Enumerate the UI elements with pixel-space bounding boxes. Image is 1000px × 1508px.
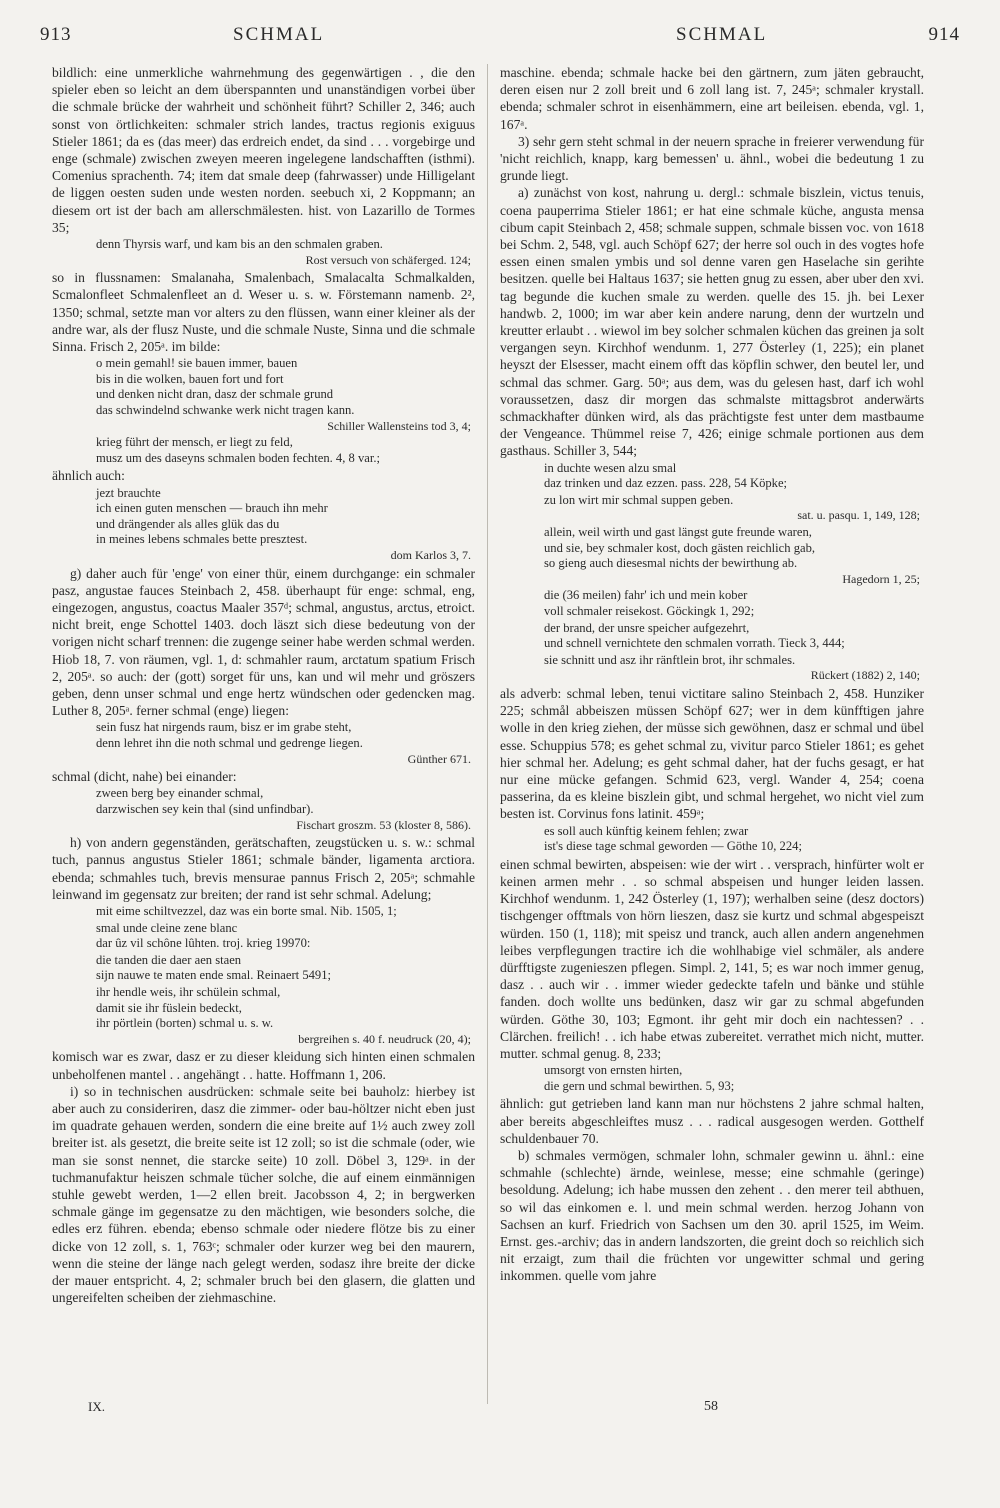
quotation-source: dom Karlos 3, 7.	[390, 547, 471, 562]
verse-line: denn Thyrsis warf, und kam bis an den schmalen graben.	[96, 237, 383, 252]
verse-line: ihr pörtlein (borten) schmal u. s. w.	[96, 1016, 274, 1031]
verse-line: denn lehret ihn die noth schmal und gedrenge liegen.	[96, 735, 363, 750]
verse-line: o mein gemahl! sie bauen immer, bauen	[96, 356, 298, 371]
paragraph: als adverb: schmal leben, tenui victitare salino Steinbach 2, 458. Hunziker 225; schmål abbeiszen müssen Schöpf 627; wer in dem künfftigen jahre wolle in den krieg ziehen, der müsse sich gewöhnen, dasz er schmal und übel esse. Schuppius 578; es gehet schmal zu, vivitur parco Stieler 1861; es gehet hier schmal her. Adelung; es geht schmal daher, hat der fuchs gesagt, er hat nur eine mücke gefangen. Schmid 623, vergl. Wander 4, 254; coena passerina, da es kleine biszlein gibt, und schmal hergehet, wo nicht viel zum besten ist. Corvinus fons latinit. 459ᵃ;	[500, 685, 924, 822]
verse-line: musz um des daseyns schmalen boden fechten. 4, 8 var.;	[96, 450, 380, 465]
paragraph: bildlich: eine unmerkliche wahrnehmung des gegenwärtigen . , die den spieler eben so leicht an dem überspannten und unanständigen vorbei über die schmale brücke der wahrheit und schönheit führt? Schiller 2, 346; auch sonst von örtlichkeiten: schmaler strich landes, tractus regionis exiguus Stieler 1861; da es (das meer) das erdreich endet, da sind . . . vorgebirge und enge (schmale) zwischen zweyen meeren ingelegene landschafften (isthmi). Comenius sprachenth. 74; item dat smale deep (fahrwasser) unde Hilligelant de liggen oesten suden unde westen norden. seebuch xi, 2 Koppmann; an diesem ort ist der bach am allerschmälesten. hist. von Lazarillo de Tormes 35;	[52, 65, 475, 235]
paragraph: h) von andern gegenständen, gerätschaften, zeugstücken u. s. w.: schmal tuch, pannus angustus Stieler 1861; schmale bänder, ligamenta arctiora. ebenda; schmahles tuch, brevis mensurae pannus Frisch 2, 205ᵃ; schmahle leinwand im gegensatz zur breiten; der rand ist sehr schmal. Adelung;	[52, 835, 475, 902]
verse-line: und denken nicht dran, dasz der schmale grund	[96, 387, 334, 402]
verse-line: zu lon wirt mir schmal suppen geben.	[544, 492, 734, 507]
paragraph: komisch war es zwar, dasz er zu dieser kleidung sich hinten einen schmalen unbeholfenen mantel . . angehängt . . hatte. Hoffmann 1, 206.	[52, 1049, 475, 1082]
verse-quotation	[96, 435, 475, 466]
verse-line: jezt brauchte	[96, 485, 161, 500]
verse-line: krieg führt der mensch, er liegt zu feld,	[96, 435, 293, 450]
paragraph: g) daher auch für 'enge' von einer thür, einem durchgange: ein schmaler pasz, angustae fauces Steinbach 2, 458. überhaupt für enge: schmal, eng, eingezogen, angustus, coactus Maaler 357ᵈ; schmal, angustus, arctus, etroict. nicht breit, enge Schottel 1403. doch läszt sich diese bedeutung von der vorigen nicht scharf trennen: die zugenge seiner habe werden schmal werden. Hiob 18, 7. von räumen, vgl. 1, d: schmahler raum, arctatum spatium Frisch 2, 205ᵃ. so auch: der (gott) sorget für uns, kan und wil mehr und gröszers geben, denn unser schmal und enge hertz wündschen oder gedencken mag. Luther 8, 205ᵃ. ferner schmal (enge) liegen:	[52, 565, 475, 719]
verse-line: sie schnitt und asz ihr ränftlein brot, ihr schmales.	[544, 652, 796, 667]
verse-line: daz trinken und daz ezzen. pass. 228, 54 Köpke;	[544, 476, 788, 491]
verse-line: das schwindelnd schwanke werk nicht tragen kann.	[96, 403, 355, 418]
signature-mark: IX.	[88, 1399, 105, 1414]
paragraph: maschine. ebenda; schmale hacke bei den gärtnern, zum jäten gebraucht, deren eisen nur 2 zoll breit und 6 zoll lang ist. 7, 245ᵃ; schmaler krystall. ebenda; schmaler schrot in eisenhämmern, eine art beileisen. ebenda, vgl. 1, 167ᵃ.	[500, 65, 924, 132]
quotation-source: Hagedorn 1, 25;	[842, 571, 920, 586]
verse-line: smal unde cleine zene blanc	[96, 920, 238, 935]
verse-line: allein, weil wirth und gast längst gute freunde waren,	[544, 525, 812, 540]
quotation-source: Rost versuch von schäferged. 124;	[305, 252, 471, 267]
verse-quotation	[96, 904, 475, 920]
verse-line: die tanden die daer aen staen	[96, 952, 242, 967]
verse-quotation	[96, 486, 475, 564]
paragraph: schmal (dicht, nahe) bei einander:	[52, 769, 237, 785]
verse-quotation	[544, 824, 924, 855]
verse-quotation	[544, 653, 924, 684]
verse-line: ich einen guten menschen — brauch ihn mehr	[96, 501, 328, 516]
left-running-head: SCHMAL	[233, 24, 325, 45]
left-page-number: 913	[40, 24, 72, 45]
verse-line: dar ûz vil schône lûhten. troj. krieg 19970:	[96, 936, 311, 951]
verse-line: die (36 meilen) fahr' ich und mein kober	[544, 588, 748, 603]
verse-line: in meines lebens schmales bette presztest.	[96, 532, 308, 547]
verse-quotation	[544, 621, 924, 652]
verse-line: damit sie ihr füslein bedeckt,	[96, 1000, 242, 1015]
verse-line: zween berg bey einander schmal,	[96, 786, 264, 801]
verse-quotation	[96, 237, 475, 268]
verse-quotation	[96, 921, 475, 952]
verse-line: und sie, bey schmaler kost, doch gästen reichlich gab,	[544, 540, 816, 555]
verse-line: darzwischen sey kein thal (sind unfindbar).	[96, 801, 314, 816]
verse-line: mit eime schiltvezzel, daz was ein borte smal. Nib. 1505, 1;	[96, 903, 397, 918]
paragraph: 3) sehr gern steht schmal in der neuern sprache in freierer verwendung für 'nicht reichlich, knapp, karg bemessen' u. ähnl., wobei die bedeutung 1 zu grunde liegt.	[500, 133, 924, 184]
quotation-source: Schiller Wallensteins tod 3, 4;	[327, 418, 471, 433]
verse-quotation	[544, 1063, 924, 1094]
verse-line: bis in die wolken, bauen fort und fort	[96, 371, 284, 386]
verse-line: voll schmaler reisekost. Göckingk 1, 292;	[544, 604, 755, 619]
quotation-source: bergreihen s. 40 f. neudruck (20, 4);	[298, 1031, 471, 1046]
quotation-source: Günther 671.	[407, 751, 471, 766]
verse-line: und schnell vernichtete den schmalen vorrath. Tieck 3, 444;	[544, 636, 845, 651]
verse-line: ihr hendle weis, ihr schülein schmal,	[96, 984, 281, 999]
right-page-number: 914	[928, 24, 960, 45]
paragraph: einen schmal bewirten, abspeisen: wie der wirt . . versprach, hinfürter wolt er keinen armen mehr . . so schmal abspeisen und hunger leiden lassen. Kirchhof wendunm. 1, 242 Österley (1, 197); werhalben seine (desz doctors) tischgenger offtmals von hörn lieszen, dasz sie kurtz und schmal abgespeiszt würden. 150 (1, 118); mit speisz und tranck, auch allen andern angenehmen leibes verpflegungen tractire ich die wohlhabige viel schmäler, als andere dürfftigste zugenieszen pflegen. Simpl. 2, 141, 5; es war noch immer genug, dasz . . auch wir . . immer wieder gedeckte tafeln und bänke und stühle fanden. doch wollte uns bedünken, dasz wir gar zu schmal abgefunden würden. Göthe 30, 103; Egmont. ihr geht mir doch ein nachtessen? . . Clärchen. freilich! . . ich habe etwas zubereitet. verrathet mich nicht, mutter. mutter. schmal genug. 8, 233;	[500, 856, 924, 1062]
verse-quotation	[544, 525, 924, 587]
verse-line: der brand, der unsre speicher aufgezehrt,	[544, 620, 750, 635]
quotation-source: Fischart groszm. 53 (kloster 8, 586).	[296, 817, 471, 832]
paragraph: i) so in technischen ausdrücken: schmale seite bei bauholz: hierbey ist aber auch zu consideriren, dasz die zimmer- oder bau-höltzer nicht eben just im quadrate gehauen werden, sondern die eine breite auf 1½ auch zwey zoll breiter ist. als gesetzt, die breite seite ist 12 zoll; so ist die schmale (oder, wie man sie sonst nennet, die starcke seite) 10 zoll. Döbel 3, 129ᵃ. in der tuchmanufaktur heiszen schmale tücher solche, die auf einem einmännigen stuhle gewebt werden, 1—2 ellen breit. Jacobsson 4, 2; in bergwerken schmale gänge im gegensatze zu den mächtigen, wie besonders solche, die edles erz führen. ebenda; ebenso schmale oder niedere flötze bis zu einer dicke von 12 zoll, s. 1, 763ᶜ; schmaler oder kurzer weg bei den maurern, wenn die steine der länge nach gelegt werden, sodasz ihre breite der dicke der mauer entspricht. 4, 2; schmaler bruch bei den glasern, die glatten und ungereifelten scheiben der ziehmaschine.	[52, 1083, 475, 1306]
quotation-source: Rückert (1882) 2, 140;	[810, 668, 920, 683]
right-column	[500, 64, 924, 1404]
paragraph: ähnlich: gut getrieben land kann man nur höchstens 2 jahre schmal halten, aber bereits abgeschleiftes musz . . . radical ausgesogen werden. Gotthelf schuldenbauer 70.	[500, 1096, 924, 1146]
verse-line: sein fusz hat nirgends raum, bisz er im grabe steht,	[96, 720, 352, 735]
verse-line: sijn nauwe te maten ende smal. Reinaert 5491;	[96, 968, 332, 983]
verse-quotation	[544, 461, 924, 492]
verse-line: in duchte wesen alzu smal	[544, 460, 677, 475]
paragraph: ähnlich auch:	[52, 468, 125, 484]
sheet-number: 58	[704, 1399, 718, 1414]
verse-line: es soll auch künftig keinem fehlen; zwar	[544, 823, 749, 838]
right-running-head: SCHMAL	[676, 24, 768, 45]
paragraph: a) zunächst von kost, nahrung u. dergl.: schmale biszlein, victus tenuis, coena pauperrima Stieler 1861; er hat eine schmale küche, angusta mensa cibum capit Steinbach 2, 458; schmale suppen, schmale bissen voc. von 1618 bei Schm. 2, 548, vgl. auch Schöpf 627; der herre sol ouch in des vogtes hofe essen einen smalen ymbis und sol denne varen gen Haselache sin gerihte besitzen. quelle bei Haltaus 1637; sie hetten gnug zu essen, aber uber den xvi. tag begunde die kuchen smale zu werden. quelle des 15. jh. bei Lexer handwb. 2, 1000; im war aber kein andere narung, denn der wurtzeln und kreutter erlaubt . . wiewol im bey solcher schmalen küchen das greinen ja solt vergangen seyn. Kirchhof wendunm. 1, 277 Österley (1, 225); ein planet heyszt der Elsesser, macht einem offt das köpflin schwer, den beutel ler, und schmal das schmer. Garg. 50ᵃ; aus dem, was du gelesen hast, darf ich wohl voraussetzen, dasz dir morgen das schmalste mittagsbrot anderwärts schmackhafter dünken wird, als das prächtigste fest unter dem mastbaume der Vengeance. Thümmel reise 7, 426; einige schmale portionen aus dem gasthaus. Schiller 3, 544;	[500, 185, 924, 459]
paragraph: so in flussnamen: Smalanaha, Smalenbach, Smalacalta Schmalkalden, Scmalonfleet Schmalenfleet an d. Weser u. s. w. Förstemann namenb. 2², 1350; schmal, setzte man vor alters zu den flüssen, wann einer kleiner als der andre war, als der flusz Nuste, und die schmale Nuste, Sinna und die schmale Sinna. Frisch 2, 205ᵃ. im bilde:	[52, 270, 475, 355]
verse-quotation	[96, 720, 475, 767]
left-column	[52, 64, 475, 1404]
quotation-source: sat. u. pasqu. 1, 149, 128;	[797, 508, 920, 523]
verse-line: und drängender als alles glük das du	[96, 516, 280, 531]
verse-quotation	[544, 588, 924, 619]
column-divider	[487, 64, 488, 1404]
page-header	[40, 24, 960, 52]
verse-quotation	[96, 786, 475, 833]
verse-line: umsorgt von ernsten hirten,	[544, 1063, 683, 1078]
verse-line: ist's diese tage schmal geworden — Göthe 10, 224;	[544, 839, 802, 854]
verse-quotation	[96, 985, 475, 1047]
verse-quotation	[96, 953, 475, 984]
verse-quotation	[544, 493, 924, 524]
paragraph: b) schmales vermögen, schmaler lohn, schmaler gewinn u. ähnl.: eine schmahle (schlechte) ärnde, weinlese, messe; eine schmahle (geringe) besoldung. Adelung; ich habe mussen den zehent . . den merer teil abthuen, so wil das einkomen e. l. und mein schmal werden. herzog Johann von Sachsen an kurf. Friedrich von Sachsen um den 30. april 1525, im Weim. Ernst. ges.-archiv; das in andern landszorten, die greint doch so reichlich sich nit erzaigt, zum thail die früchten vor ungewitter schmal und gering inkommen. quelle vom jahre	[500, 1148, 924, 1284]
verse-line: die gern und schmal bewirthen. 5, 93;	[544, 1078, 735, 1093]
verse-quotation	[96, 356, 475, 434]
verse-line: so gieng auch diesesmal nichts der bewirthung ab.	[544, 556, 798, 571]
